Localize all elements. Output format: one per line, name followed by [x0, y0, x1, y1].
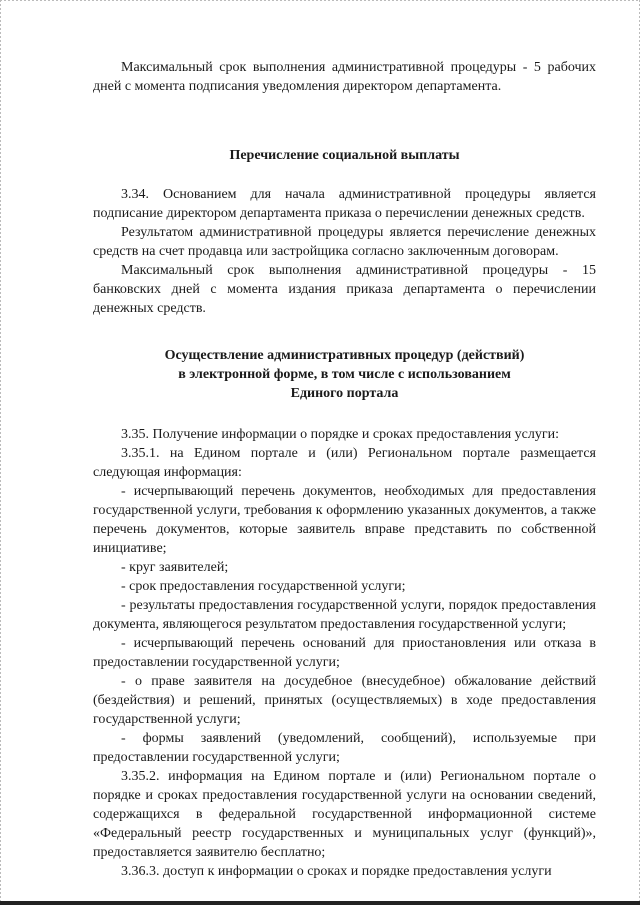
paragraph-3-36-3: 3.36.3. доступ к информации о сроках и порядке предоставления услуги — [121, 864, 552, 879]
heading-line: Единого портала — [290, 386, 399, 401]
list-item: - круг заявителей; — [121, 560, 229, 575]
paragraph-3-35-1: 3.35.1. на Едином портале и (или) Региональном портале размещается следующая информация: — [93, 446, 596, 480]
paragraph-3-35: 3.35. Получение информации о порядке и сроках предоставления услуги: — [121, 427, 559, 442]
list-item: - исчерпывающий перечень документов, необходимых для предоставления государственной услуги, требования к оформлению указанных документов, а также перечень документов, которые заявитель вправе представить по собственной инициативе; — [93, 484, 596, 556]
page-edge-left — [0, 0, 1, 905]
heading-line: в электронной форме, в том числе с использованием — [178, 367, 511, 382]
list-item: - результаты предоставления государственной услуги, порядок предоставления документа, являющегося результатом предоставления государственной услуги; — [93, 598, 596, 632]
paragraph-max-term-5: Максимальный срок выполнения административной процедуры - 5 рабочих дней с момента подписания уведомления директором департамента. — [93, 60, 596, 94]
list-item: - формы заявлений (уведомлений, сообщений), используемые при предоставлении государственной услуги; — [93, 731, 596, 765]
paragraph-3-35-2: 3.35.2. информация на Едином портале и (или) Региональном портале о порядке и сроках предоставления государственной услуги на основании сведений, содержащихся в федеральной государственной информационной системе «Федеральный реестр государственных и муниципальных услуг (функций)», предоставляется заявителю бесплатно; — [93, 769, 596, 860]
section-heading-payment: Перечисление социальной выплаты — [229, 148, 460, 163]
heading-line: Осуществление административных процедур (действий) — [164, 348, 525, 363]
section-heading-electronic — [93, 346, 596, 403]
paragraph-max-term-15: Максимальный срок выполнения административной процедуры - 15 банковских дней с момента издания приказа департамента о перечислении денежных средств. — [93, 263, 596, 316]
document-body — [93, 58, 596, 881]
paragraph-3-34: 3.34. Основанием для начала административной процедуры является подписание директором департамента приказа о перечислении денежных средств. — [93, 187, 596, 221]
page-edge-top — [0, 0, 640, 1]
list-item: - срок предоставления государственной услуги; — [121, 579, 406, 594]
list-item: - о праве заявителя на досудебное (внесудебное) обжалование действий (бездействия) и решений, принятых (осуществляемых) в ходе предоставления государственной услуги; — [93, 674, 596, 727]
list-item: - исчерпывающий перечень оснований для приостановления или отказа в предоставлении государственной услуги; — [93, 636, 596, 670]
paragraph-result: Результатом административной процедуры является перечисление денежных средств на счет продавца или застройщика согласно заключенным договорам. — [93, 225, 596, 259]
scan-bottom-border — [0, 901, 640, 905]
